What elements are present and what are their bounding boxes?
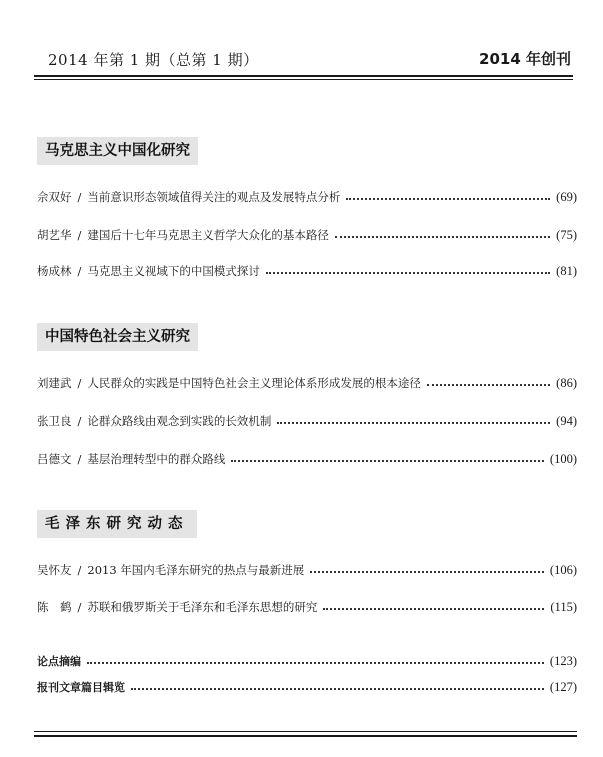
- entry-page: (115): [550, 599, 577, 614]
- entry-author: 刘建武: [37, 376, 72, 390]
- dot-leader: [335, 236, 550, 238]
- toc-entry[interactable]: [37, 598, 577, 616]
- entry-title: 马克思主义视域下的中国模式探讨: [87, 264, 260, 278]
- entry-page: (100): [549, 451, 577, 466]
- dot-leader: [231, 460, 544, 462]
- entry-separator: /: [77, 563, 82, 577]
- dot-leader: [323, 608, 544, 610]
- entry-page: (94): [556, 413, 577, 428]
- entry-title: 基层治理转型中的群众路线: [87, 452, 226, 466]
- entry-title: 当前意识形态领域值得关注的观点及发展特点分析: [87, 190, 341, 204]
- toc-extra-entry[interactable]: [37, 652, 577, 670]
- entry-title: 论群众路线由观念到实践的长效机制: [87, 414, 272, 428]
- entry-author: 杨成林: [37, 264, 72, 278]
- entry-separator: /: [77, 376, 82, 390]
- entry-author: 吴怀友: [37, 563, 72, 577]
- dot-leader: [131, 688, 544, 690]
- entry-author: 佘双好: [37, 190, 72, 204]
- entry-title: 苏联和俄罗斯关于毛泽东和毛泽东思想的研究: [87, 600, 318, 614]
- dot-leader: [346, 198, 550, 200]
- toc-entry[interactable]: [37, 374, 577, 392]
- dot-leader: [266, 272, 550, 274]
- header-rule: [34, 75, 573, 77]
- toc-entry[interactable]: [37, 450, 577, 468]
- entry-separator: /: [77, 414, 82, 428]
- toc-extra-entry[interactable]: [37, 678, 577, 696]
- toc-entry[interactable]: [37, 412, 577, 430]
- section-heading: 马克思主义中国化研究: [37, 137, 198, 165]
- footer-rule-thin: [34, 731, 577, 732]
- header-rule-thin: [34, 79, 573, 80]
- entry-page: (127): [549, 679, 577, 694]
- toc-entry[interactable]: [37, 188, 577, 206]
- entry-title: 人民群众的实践是中国特色社会主义理论体系形成发展的根本途径: [87, 376, 421, 390]
- footer-rule: [34, 735, 577, 737]
- toc-entry[interactable]: [37, 561, 577, 579]
- entry-page: (106): [549, 562, 577, 577]
- entry-title: 2013 年国内毛泽东研究的热点与最新进展: [87, 563, 305, 577]
- entry-page: (81): [556, 263, 577, 278]
- dot-leader: [310, 571, 544, 573]
- section-heading: 毛泽东研究动态: [37, 510, 197, 538]
- founded-year: 2014 年创刊: [479, 50, 571, 68]
- entry-page: (123): [549, 653, 577, 668]
- dot-leader: [427, 384, 550, 386]
- toc-entry[interactable]: [37, 262, 577, 280]
- entry-separator: /: [77, 452, 82, 466]
- dot-leader: [277, 422, 550, 424]
- entry-separator: /: [77, 264, 82, 278]
- entry-page: (69): [556, 189, 577, 204]
- entry-separator: /: [77, 190, 82, 204]
- entry-author: 陈 鹤: [37, 600, 72, 614]
- entry-title: 论点摘编: [37, 655, 81, 668]
- entry-title: 报刊文章篇目辑览: [37, 681, 125, 694]
- entry-author: 胡艺华: [37, 228, 72, 242]
- entry-separator: /: [77, 228, 82, 242]
- entry-page: (86): [556, 375, 577, 390]
- entry-author: 吕德文: [37, 452, 72, 466]
- section-heading: 中国特色社会主义研究: [37, 323, 198, 351]
- entry-author: 张卫良: [37, 414, 72, 428]
- page-header: [34, 48, 573, 70]
- entry-separator: /: [77, 600, 82, 614]
- dot-leader: [87, 662, 544, 664]
- issue-number: 2014 年第 1 期（总第 1 期）: [48, 51, 259, 69]
- entry-title: 建国后十七年马克思主义哲学大众化的基本路径: [87, 228, 329, 242]
- entry-page: (75): [556, 227, 577, 242]
- toc-entry[interactable]: [37, 226, 577, 244]
